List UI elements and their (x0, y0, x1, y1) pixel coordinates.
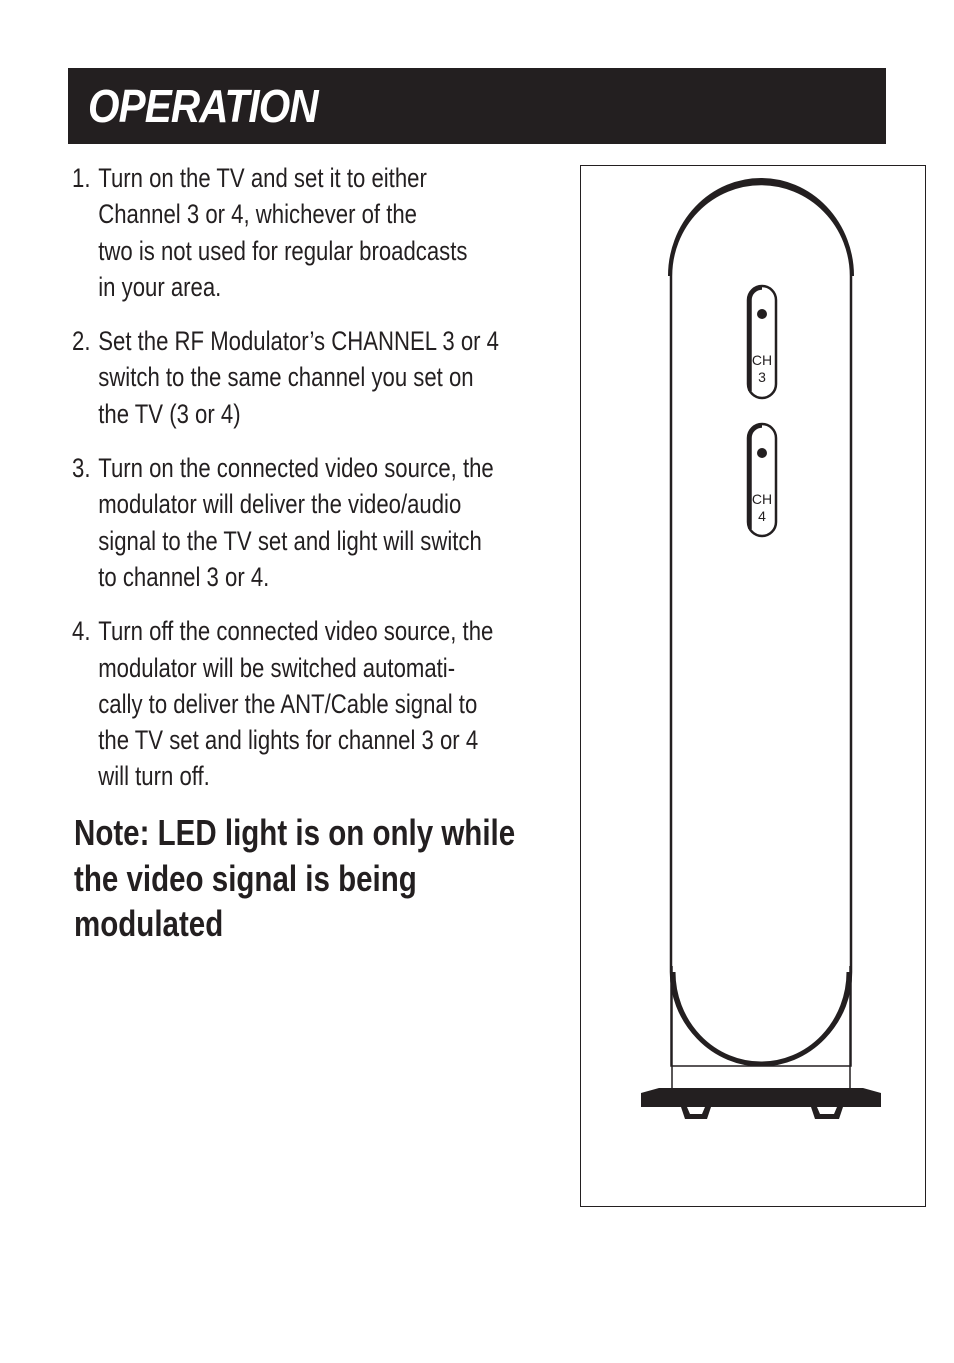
step-text-line: Set the RF Modulator’s CHANNEL 3 or 4 (98, 326, 499, 357)
step-text-line: signal to the TV set and light will switch (98, 525, 482, 556)
step-text-line: cally to deliver the ANT/Cable signal to (98, 688, 478, 719)
ch4-label-bottom: 4 (758, 508, 766, 524)
step-text-line: in your area. (98, 271, 222, 302)
rf-modulator-illustration (580, 165, 926, 1207)
note-line: modulated (74, 903, 224, 944)
step-text-line: Turn on the TV and set it to either (98, 163, 427, 193)
step-text-line: Channel 3 or 4, whichever of the (98, 199, 418, 230)
step-text-line: switch to the same channel you set on (98, 362, 474, 393)
ch3-label-bottom: 3 (758, 369, 766, 385)
step-text-line: to channel 3 or 4. (98, 561, 270, 592)
step-number: 1. (72, 163, 91, 193)
stand-foot-right (811, 1107, 843, 1119)
note-line: the video signal is being (74, 857, 417, 899)
section-header-bar (68, 68, 886, 144)
rf-modulator-drawing (581, 166, 927, 1208)
step-2 (72, 323, 499, 432)
step-text-line: Turn off the connected video source, the (98, 616, 494, 647)
operation-steps-list (72, 160, 572, 813)
stand-base (641, 1088, 881, 1107)
stand-foot-left (681, 1107, 711, 1119)
step-3 (72, 450, 494, 595)
step-1 (72, 160, 482, 305)
section-title: OPERATION (88, 80, 318, 132)
ch3-indicator (748, 286, 776, 398)
ch3-led-icon (757, 309, 767, 319)
step-text-line: the TV (3 or 4) (98, 398, 241, 429)
step-number: 4. (72, 616, 91, 647)
step-number: 3. (72, 453, 91, 484)
step-text-line: will turn off. (98, 761, 210, 792)
step-text-line: modulator will be switched automati- (98, 652, 456, 683)
step-text-line: Turn on the connected video source, the (98, 453, 494, 484)
step-number: 2. (72, 326, 91, 357)
step-text-line: modulator will deliver the video/audio (98, 489, 462, 520)
ch4-indicator (748, 424, 776, 536)
step-text-line: two is not used for regular broadcasts (98, 235, 468, 266)
step-4 (72, 613, 494, 794)
ch4-label-top: CH (751, 491, 773, 507)
step-text-line: the TV set and lights for channel 3 or 4 (98, 725, 479, 756)
led-note (74, 810, 533, 947)
ch4-led-icon (757, 448, 767, 458)
ch3-label-top: CH (751, 352, 773, 368)
note-line: Note: LED light is on only while (74, 812, 516, 853)
